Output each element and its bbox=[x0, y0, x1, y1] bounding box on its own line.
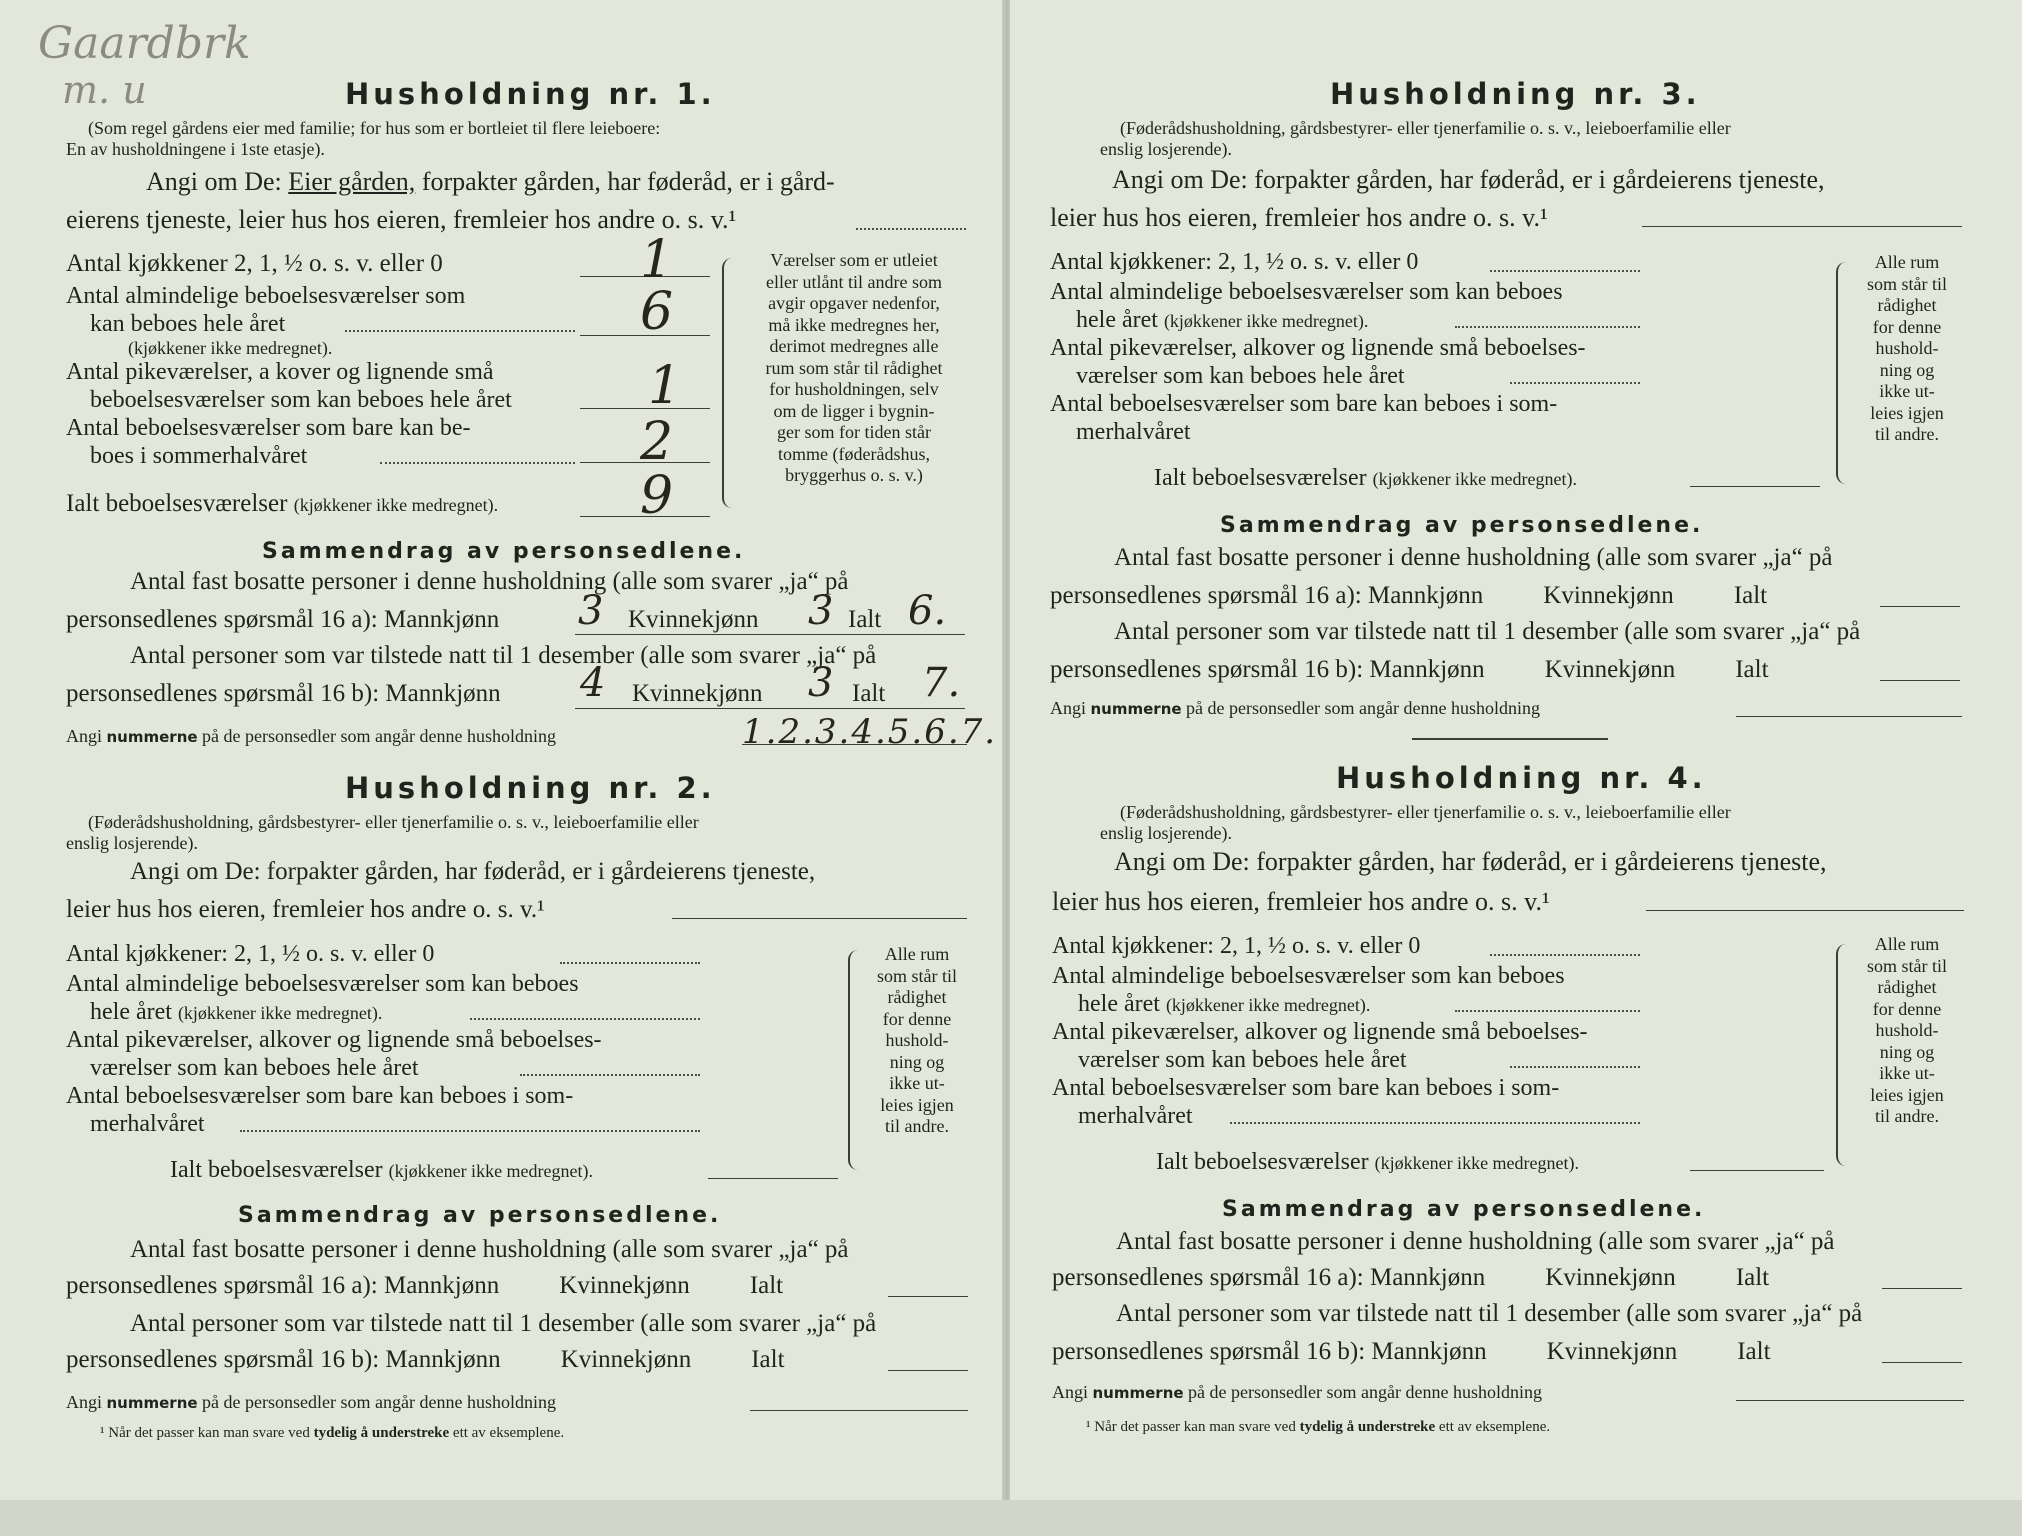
h2-resident-b: personsedlenes spørsmål 16 a): Mannkjønn Kvinnekjønn Ialt bbox=[66, 1272, 784, 1299]
h1-resident-total: 6. bbox=[908, 588, 947, 634]
h3-small-a: Antal pikeværelser, alkover og lignende små beboelses- bbox=[1050, 335, 1586, 361]
h2-present-rule bbox=[888, 1370, 968, 1371]
h4-rooms-dots bbox=[1455, 1010, 1640, 1012]
h4-present-b: personsedlenes spørsmål 16 b): Mannkjønn Kvinnekjønn Ialt bbox=[1052, 1338, 1771, 1365]
left-page bbox=[0, 0, 1004, 1536]
household-3-angi-a: Angi om De: forpakter gården, har føderåd, er i gårdeierens tjeneste, bbox=[1112, 165, 1825, 194]
household-2-note-b: enslig losjerende). bbox=[66, 833, 198, 853]
h2-angi-rule bbox=[672, 918, 967, 919]
h1-kitchens-label: Antal kjøkkener 2, 1, ½ o. s. v. eller 0 bbox=[66, 250, 443, 277]
h1-present-rule bbox=[575, 708, 965, 709]
household-2-angi-b: leier hus hos eieren, fremleier hos andre o. s. v.¹ bbox=[66, 896, 545, 923]
household-2-note-a: (Føderådshusholdning, gårdsbestyrer- eller tjenerfamilie o. s. v., leieboerfamilie eller bbox=[88, 812, 699, 832]
bottom-edge bbox=[0, 1500, 2022, 1536]
h1-present-total-label: Ialt bbox=[852, 680, 886, 707]
h3-resident-rule bbox=[1880, 606, 1960, 607]
h3-total-rule bbox=[1690, 486, 1820, 487]
h4-summer-dots bbox=[1230, 1122, 1640, 1124]
h4-summer-a: Antal beboelsesværelser som bare kan beboes i som- bbox=[1052, 1075, 1560, 1101]
h2-resident-rule bbox=[888, 1296, 968, 1297]
right-footnote: ¹ Når det passer kan man svare ved tydelig å understreke ett av eksemplene. bbox=[1086, 1419, 1551, 1435]
h1-numbers-rule bbox=[742, 744, 967, 745]
household-2-title: Husholdning nr. 2. bbox=[345, 771, 716, 805]
angi-prefix: Angi om De: bbox=[146, 167, 282, 196]
h2-summer-b: merhalvåret bbox=[90, 1111, 205, 1137]
h2-rooms-b: hele året (kjøkkener ikke medregnet). bbox=[90, 999, 383, 1025]
h3-side-note: Alle rum som står til rådighet for denne hushold- ning og ikke ut- leies igjen til andre. bbox=[1867, 252, 1947, 444]
h3-small-b: værelser som kan beboes hele året bbox=[1076, 363, 1405, 389]
h1-summer-label-b: boes i sommerhalvåret bbox=[90, 443, 308, 469]
h4-present-a: Antal personer som var tilstede natt til 1 desember (alle som svarer „ja“ på bbox=[1116, 1300, 1863, 1327]
household-3-note-b: enslig losjerende). bbox=[1100, 139, 1232, 159]
h1-small-value: 1 bbox=[648, 356, 682, 416]
h2-rooms-dots bbox=[470, 1018, 700, 1020]
h1-kitchens-value: 1 bbox=[640, 230, 674, 290]
h1-resident-rule bbox=[575, 634, 965, 635]
h1-rooms-label-b: kan beboes hele året bbox=[90, 311, 286, 337]
h1-rooms-label-a: Antal almindelige beboelsesværelser som bbox=[66, 283, 466, 309]
household-1-note-b: En av husholdningene i 1ste etasje). bbox=[66, 139, 325, 159]
h3-present-b: personsedlenes spørsmål 16 b): Mannkjønn Kvinnekjønn Ialt bbox=[1050, 656, 1769, 683]
h3-rooms-a: Antal almindelige beboelsesværelser som kan beboes bbox=[1050, 279, 1563, 305]
household-4-title: Husholdning nr. 4. bbox=[1336, 761, 1707, 795]
h2-total: Ialt beboelsesværelser (kjøkkener ikke medregnet). bbox=[170, 1157, 594, 1183]
h1-summer-label-a: Antal beboelsesværelser som bare kan be- bbox=[66, 415, 471, 441]
h2-rooms-a: Antal almindelige beboelsesværelser som kan beboes bbox=[66, 971, 579, 997]
h4-rooms-a: Antal almindelige beboelsesværelser som kan beboes bbox=[1052, 963, 1565, 989]
household-3-angi-b: leier hus hos eieren, fremleier hos andre o. s. v.¹ bbox=[1050, 203, 1548, 232]
h2-present-b: personsedlenes spørsmål 16 b): Mannkjønn Kvinnekjønn Ialt bbox=[66, 1346, 785, 1373]
h3-rooms-b: hele året (kjøkkener ikke medregnet). bbox=[1076, 307, 1369, 333]
h3-kitchens: Antal kjøkkener: 2, 1, ½ o. s. v. eller 0 bbox=[1050, 249, 1419, 275]
h1-present-line-a: Antal personer som var tilstede natt til 1 desember (alle som svarer „ja“ på bbox=[130, 642, 877, 669]
h1-small-label-a: Antal pikeværelser, a kover og lignende små bbox=[66, 359, 494, 385]
household-1-angi-line-2: eierens tjeneste, leier hus hos eieren, fremleier hos andre o. s. v.¹ bbox=[66, 205, 737, 234]
h4-small-a: Antal pikeværelser, alkover og lignende små beboelses- bbox=[1052, 1019, 1588, 1045]
section-separator bbox=[1412, 738, 1608, 740]
pencil-note-2: m. u bbox=[62, 68, 147, 112]
h3-angi-rule bbox=[1642, 226, 1962, 227]
h4-resident-rule bbox=[1882, 1288, 1962, 1289]
h1-side-note: Værelser som er utleiet eller utlånt til andre som avgir opgaver nedenfor, må ikke medregnes her, derimot medregnes alle rum som står til rådighet for husholdningen, selv om de ligger i bygnin- ger som for tiden står tomme (føderådshus, bryggerhus o. s. v.) bbox=[765, 250, 943, 485]
h4-numbers-label: Angi nummerne på de personsedler som angår denne husholdning bbox=[1052, 1382, 1542, 1402]
h3-summary-title: Sammendrag av personsedlene. bbox=[1220, 513, 1704, 538]
right-page bbox=[1010, 0, 2022, 1536]
h4-total-rule bbox=[1690, 1170, 1824, 1171]
h1-numbers-label: Angi nummerne på de personsedler som angår denne husholdning bbox=[66, 726, 556, 746]
h1-resident-female-label: Kvinnekjønn bbox=[628, 606, 759, 633]
h4-rooms-b: hele året (kjøkkener ikke medregnet). bbox=[1078, 991, 1371, 1017]
h4-total: Ialt beboelsesværelser (kjøkkener ikke medregnet). bbox=[1156, 1149, 1580, 1175]
owner-option: Eier gården, bbox=[288, 167, 416, 196]
angi-answer-line bbox=[856, 228, 966, 230]
h4-kitchens: Antal kjøkkener: 2, 1, ½ o. s. v. eller 0 bbox=[1052, 933, 1421, 959]
h3-brace bbox=[1836, 262, 1852, 484]
household-4-angi-b: leier hus hos eieren, fremleier hos andre o. s. v.¹ bbox=[1052, 887, 1550, 916]
h1-summer-value: 2 bbox=[640, 412, 674, 472]
h3-numbers-label: Angi nummerne på de personsedler som angår denne husholdning bbox=[1050, 698, 1540, 718]
h4-small-b: værelser som kan beboes hele året bbox=[1078, 1047, 1407, 1073]
h2-total-rule bbox=[708, 1178, 838, 1179]
h2-resident-a: Antal fast bosatte personer i denne husholdning (alle som svarer „ja“ på bbox=[130, 1236, 849, 1263]
h4-small-dots bbox=[1510, 1066, 1640, 1068]
h1-resident-male: 3 bbox=[578, 588, 604, 634]
household-1-note-a: (Som regel gårdens eier med familie; for hus som er bortleiet til flere leieboere: bbox=[88, 118, 661, 138]
left-footnote: ¹ Når det passer kan man svare ved tydelig å understreke ett av eksemplene. bbox=[100, 1425, 565, 1441]
h2-small-dots bbox=[520, 1074, 700, 1076]
household-4-angi-a: Angi om De: forpakter gården, har føderåd, er i gårdeierens tjeneste, bbox=[1114, 847, 1827, 876]
h3-rooms-dots bbox=[1455, 326, 1640, 328]
h2-kitchens: Antal kjøkkener: 2, 1, ½ o. s. v. eller 0 bbox=[66, 941, 435, 967]
h3-total: Ialt beboelsesværelser (kjøkkener ikke medregnet). bbox=[1154, 465, 1578, 491]
h1-small-label-b: beboelsesværelser som kan beboes hele året bbox=[90, 387, 512, 413]
h1-small-line bbox=[580, 408, 710, 409]
h2-summer-dots bbox=[240, 1130, 700, 1132]
h3-summer-b: merhalvåret bbox=[1076, 419, 1191, 445]
household-1-title: Husholdning nr. 1. bbox=[345, 77, 716, 111]
h2-side-note: Alle rum som står til rådighet for denne hushold- ning og ikke ut- leies igjen til andre. bbox=[877, 944, 957, 1136]
h1-rooms-value: 6 bbox=[640, 282, 674, 342]
h3-small-dots bbox=[1510, 382, 1640, 384]
household-4-note-b: enslig losjerende). bbox=[1100, 823, 1232, 843]
h2-present-a: Antal personer som var tilstede natt til 1 desember (alle som svarer „ja“ på bbox=[130, 1310, 877, 1337]
h2-summer-a: Antal beboelsesværelser som bare kan beboes i som- bbox=[66, 1083, 574, 1109]
h3-present-a: Antal personer som var tilstede natt til 1 desember (alle som svarer „ja“ på bbox=[1114, 618, 1861, 645]
h1-numbers-value: 1.2.3.4.5.6.7. bbox=[742, 712, 998, 752]
household-1-angi-line-1 bbox=[146, 168, 835, 196]
h1-present-female: 3 bbox=[808, 660, 834, 706]
h1-total-note: (kjøkkener ikke medregnet). bbox=[293, 495, 499, 515]
h3-resident-b: personsedlenes spørsmål 16 a): Mannkjønn Kvinnekjønn Ialt bbox=[1050, 582, 1768, 609]
h3-summer-a: Antal beboelsesværelser som bare kan beboes i som- bbox=[1050, 391, 1558, 417]
h4-present-rule bbox=[1882, 1362, 1962, 1363]
h4-resident-b: personsedlenes spørsmål 16 a): Mannkjønn Kvinnekjønn Ialt bbox=[1052, 1264, 1770, 1291]
household-4-note-a: (Føderådshusholdning, gårdsbestyrer- eller tjenerfamilie o. s. v., leieboerfamilie eller bbox=[1120, 802, 1731, 822]
h4-summary-title: Sammendrag av personsedlene. bbox=[1222, 1197, 1706, 1222]
h1-total-label: Ialt beboelsesværelser bbox=[66, 490, 288, 517]
h4-brace bbox=[1836, 944, 1852, 1166]
h3-present-rule bbox=[1880, 680, 1960, 681]
h4-summer-b: merhalvåret bbox=[1078, 1103, 1193, 1129]
household-2-angi-a: Angi om De: forpakter gården, har føderåd, er i gårdeierens tjeneste, bbox=[130, 858, 816, 885]
h4-side-note: Alle rum som står til rådighet for denne hushold- ning og ikke ut- leies igjen til andre. bbox=[1867, 934, 1947, 1126]
angi-rest: forpakter gården, har føderåd, er i gård- bbox=[421, 167, 835, 196]
h1-resident-female: 3 bbox=[808, 588, 834, 634]
h1-summary-title: Sammendrag av personsedlene. bbox=[262, 539, 746, 564]
h3-kitchens-dots bbox=[1490, 270, 1640, 272]
pencil-note-1: Gaardbrk bbox=[38, 18, 251, 69]
h1-total-line bbox=[66, 490, 498, 518]
h1-total-value: 9 bbox=[640, 466, 674, 526]
h1-summer-dots bbox=[380, 462, 575, 464]
h2-summary-title: Sammendrag av personsedlene. bbox=[238, 1203, 722, 1228]
h3-numbers-rule bbox=[1736, 716, 1962, 717]
h2-numbers-rule bbox=[750, 1410, 968, 1411]
h4-angi-rule bbox=[1646, 910, 1964, 911]
household-3-title: Husholdning nr. 3. bbox=[1330, 77, 1701, 111]
h3-resident-a: Antal fast bosatte personer i denne husholdning (alle som svarer „ja“ på bbox=[1114, 544, 1833, 571]
h2-small-b: værelser som kan beboes hele året bbox=[90, 1055, 419, 1081]
h1-resident-total-label: Ialt bbox=[848, 606, 882, 633]
h2-numbers-label: Angi nummerne på de personsedler som angår denne husholdning bbox=[66, 1392, 556, 1412]
h2-small-a: Antal pikeværelser, alkover og lignende små beboelses- bbox=[66, 1027, 602, 1053]
h2-kitchens-dots bbox=[560, 962, 700, 964]
h1-present-total: 7. bbox=[922, 660, 961, 706]
h1-rooms-dots bbox=[345, 330, 575, 332]
h4-kitchens-dots bbox=[1490, 954, 1640, 956]
h1-present-male: 4 bbox=[580, 660, 606, 706]
h1-present-line-b: personsedlenes spørsmål 16 b): Mannkjønn bbox=[66, 680, 501, 707]
h1-present-female-label: Kvinnekjønn bbox=[632, 680, 763, 707]
h1-resident-line-a: Antal fast bosatte personer i denne husholdning (alle som svarer „ja“ på bbox=[130, 568, 849, 595]
household-3-note-a: (Føderådshusholdning, gårdsbestyrer- eller tjenerfamilie o. s. v., leieboerfamilie eller bbox=[1120, 118, 1731, 138]
h1-rooms-label-c: (kjøkkener ikke medregnet). bbox=[128, 338, 333, 358]
h4-numbers-rule bbox=[1736, 1400, 1964, 1401]
h4-resident-a: Antal fast bosatte personer i denne husholdning (alle som svarer „ja“ på bbox=[1116, 1228, 1835, 1255]
h1-resident-line-b: personsedlenes spørsmål 16 a): Mannkjønn bbox=[66, 606, 500, 633]
